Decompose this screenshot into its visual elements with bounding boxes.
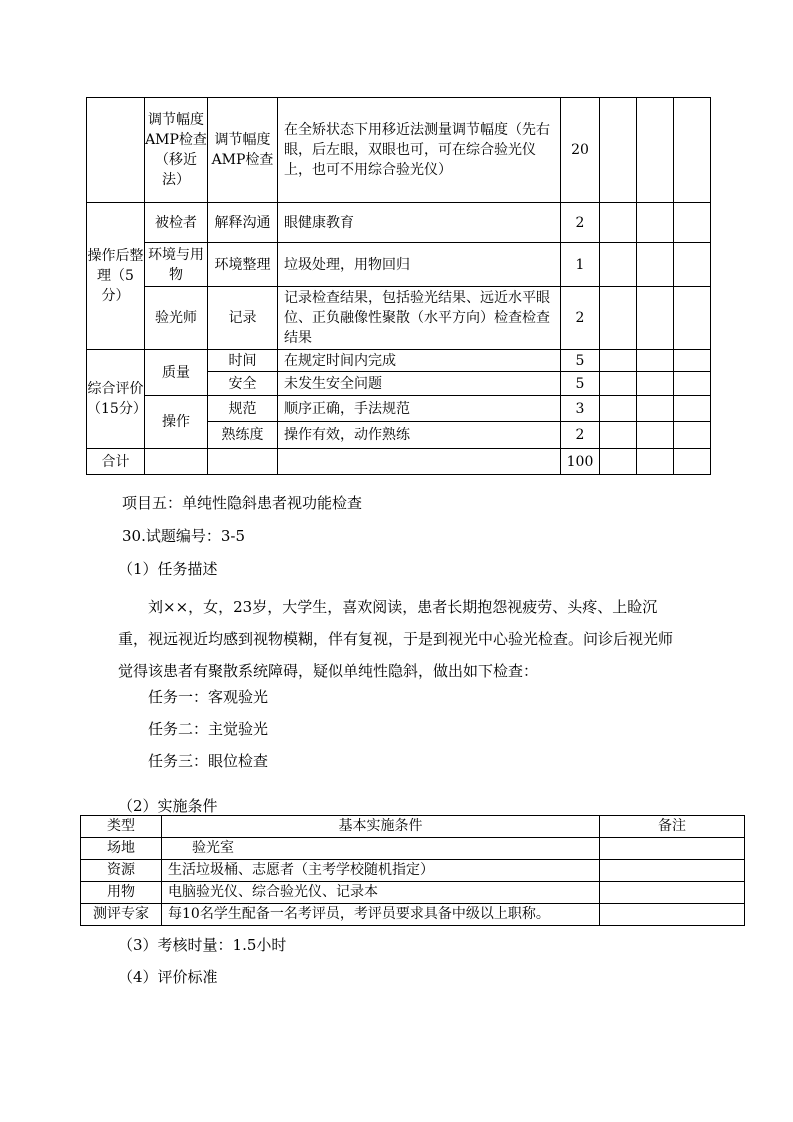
task-item: 任务三：眼位检查: [148, 752, 269, 770]
table-cell: [600, 350, 637, 372]
total-row: [87, 449, 711, 475]
table-cell: [637, 372, 674, 396]
table-cell: 安全: [208, 372, 278, 396]
table-cell: [637, 396, 674, 422]
table-row: [81, 904, 745, 926]
table-cell: 资源: [81, 860, 162, 882]
table-row: [81, 882, 745, 904]
table-cell: 调节幅度AMP检查（移近法）: [145, 98, 208, 203]
table-cell: [637, 350, 674, 372]
table-cell: 眼健康教育: [278, 203, 561, 243]
table-cell: 在规定时间内完成: [278, 350, 561, 372]
table-cell: 被检者: [145, 203, 208, 243]
table-cell: [674, 372, 711, 396]
table-cell: [600, 396, 637, 422]
table-cell: 5: [561, 350, 600, 372]
task-description: 刘××，女，23岁，大学生，喜欢阅读，患者长期抱怨视疲劳、头疼、上睑沉重，视远视近均感到视物模糊，伴有复视，于是到视光中心验光检查。问诊后视光师觉得该患者有聚散系统障碍，疑似单纯性隐斜，做出如下检查：: [118, 598, 674, 680]
table-cell: 验光室: [162, 838, 600, 860]
table-cell: 验光师: [145, 287, 208, 350]
table-cell: 电脑验光仪、综合验光仪、记录本: [162, 882, 600, 904]
table-cell: [600, 203, 637, 243]
conditions-heading: （2）实施条件: [118, 797, 218, 815]
table-cell: 20: [561, 98, 600, 203]
column-header: 基本实施条件: [162, 816, 600, 838]
table-cell: 每10名学生配备一名考评员，考评员要求具备中级以上职称。: [162, 904, 600, 926]
table-cell: 用物: [81, 882, 162, 904]
block-label: 操作后整理（5分）: [87, 203, 145, 350]
table-cell: [278, 449, 561, 475]
table-cell: 顺序正确，手法规范: [278, 396, 561, 422]
total-score: 100: [561, 449, 600, 475]
table-cell: [600, 422, 637, 449]
task-heading: （1）任务描述: [118, 560, 218, 578]
table-row: [87, 98, 711, 203]
table-cell: 在全矫状态下用移近法测量调节幅度（先右眼，后左眼，双眼也可，可在综合验光仪上，也可不用综合验光仪）: [278, 98, 561, 203]
table-cell: 环境与用物: [145, 243, 208, 287]
table-row: [87, 396, 711, 422]
table-cell: [87, 98, 145, 203]
table-cell: 未发生安全问题: [278, 372, 561, 396]
project-title: 项目五：单纯性隐斜患者视功能检查: [122, 494, 363, 512]
table-cell: [600, 904, 745, 926]
table-cell: 操作有效，动作熟练: [278, 422, 561, 449]
table-cell: 生活垃圾桶、志愿者（主考学校随机指定）: [162, 860, 600, 882]
exam-time: （3）考核时量：1.5小时: [118, 936, 287, 954]
table-cell: [637, 449, 674, 475]
column-header: 类型: [81, 816, 162, 838]
table-header-row: [81, 816, 745, 838]
table-row: [87, 203, 711, 243]
table-cell: [674, 449, 711, 475]
table-cell: [600, 243, 637, 287]
table-cell: [637, 243, 674, 287]
table-cell: 调节幅度AMP检查: [208, 98, 278, 203]
eval-heading: （4）评价标准: [118, 968, 218, 986]
table-cell: [674, 350, 711, 372]
task-item: 任务二：主觉验光: [148, 720, 269, 738]
table-cell: 2: [561, 287, 600, 350]
table-row: [87, 350, 711, 372]
total-label: 合计: [87, 449, 145, 475]
scoring-table: [86, 97, 711, 475]
table-cell: 熟练度: [208, 422, 278, 449]
table-row: [81, 860, 745, 882]
column-header: 备注: [600, 816, 745, 838]
table-cell: [637, 203, 674, 243]
table-cell: [637, 287, 674, 350]
conditions-table: [80, 815, 745, 926]
table-cell: 2: [561, 203, 600, 243]
block-label: 综合评价（15分）: [87, 350, 145, 449]
table-cell: [600, 372, 637, 396]
table-cell: [600, 860, 745, 882]
table-cell: 操作: [145, 396, 208, 449]
table-cell: 场地: [81, 838, 162, 860]
table-row: [81, 838, 745, 860]
table-cell: 记录检查结果，包括验光结果、远近水平眼位、正负融像性聚散（水平方向）检查检查结果: [278, 287, 561, 350]
table-cell: 质量: [145, 350, 208, 396]
table-cell: [674, 287, 711, 350]
table-cell: [637, 98, 674, 203]
table-cell: 记录: [208, 287, 278, 350]
table-cell: [674, 203, 711, 243]
table-row: [87, 287, 711, 350]
table-cell: [145, 449, 208, 475]
table-cell: [600, 838, 745, 860]
table-cell: [674, 422, 711, 449]
table-cell: [600, 882, 745, 904]
table-cell: [600, 98, 637, 203]
table-cell: 垃圾处理，用物回归: [278, 243, 561, 287]
table-cell: 时间: [208, 350, 278, 372]
table-cell: 5: [561, 372, 600, 396]
question-number: 30.试题编号：3-5: [122, 527, 246, 545]
table-cell: [674, 98, 711, 203]
table-cell: [600, 287, 637, 350]
table-cell: [600, 449, 637, 475]
table-cell: 规范: [208, 396, 278, 422]
table-cell: 环境整理: [208, 243, 278, 287]
table-cell: [637, 422, 674, 449]
table-cell: [674, 396, 711, 422]
table-cell: [208, 449, 278, 475]
table-row: [87, 243, 711, 287]
table-cell: 测评专家: [81, 904, 162, 926]
task-item: 任务一：客观验光: [148, 688, 269, 706]
table-cell: 2: [561, 422, 600, 449]
table-cell: 3: [561, 396, 600, 422]
table-cell: 1: [561, 243, 600, 287]
table-cell: 解释沟通: [208, 203, 278, 243]
table-cell: [674, 243, 711, 287]
